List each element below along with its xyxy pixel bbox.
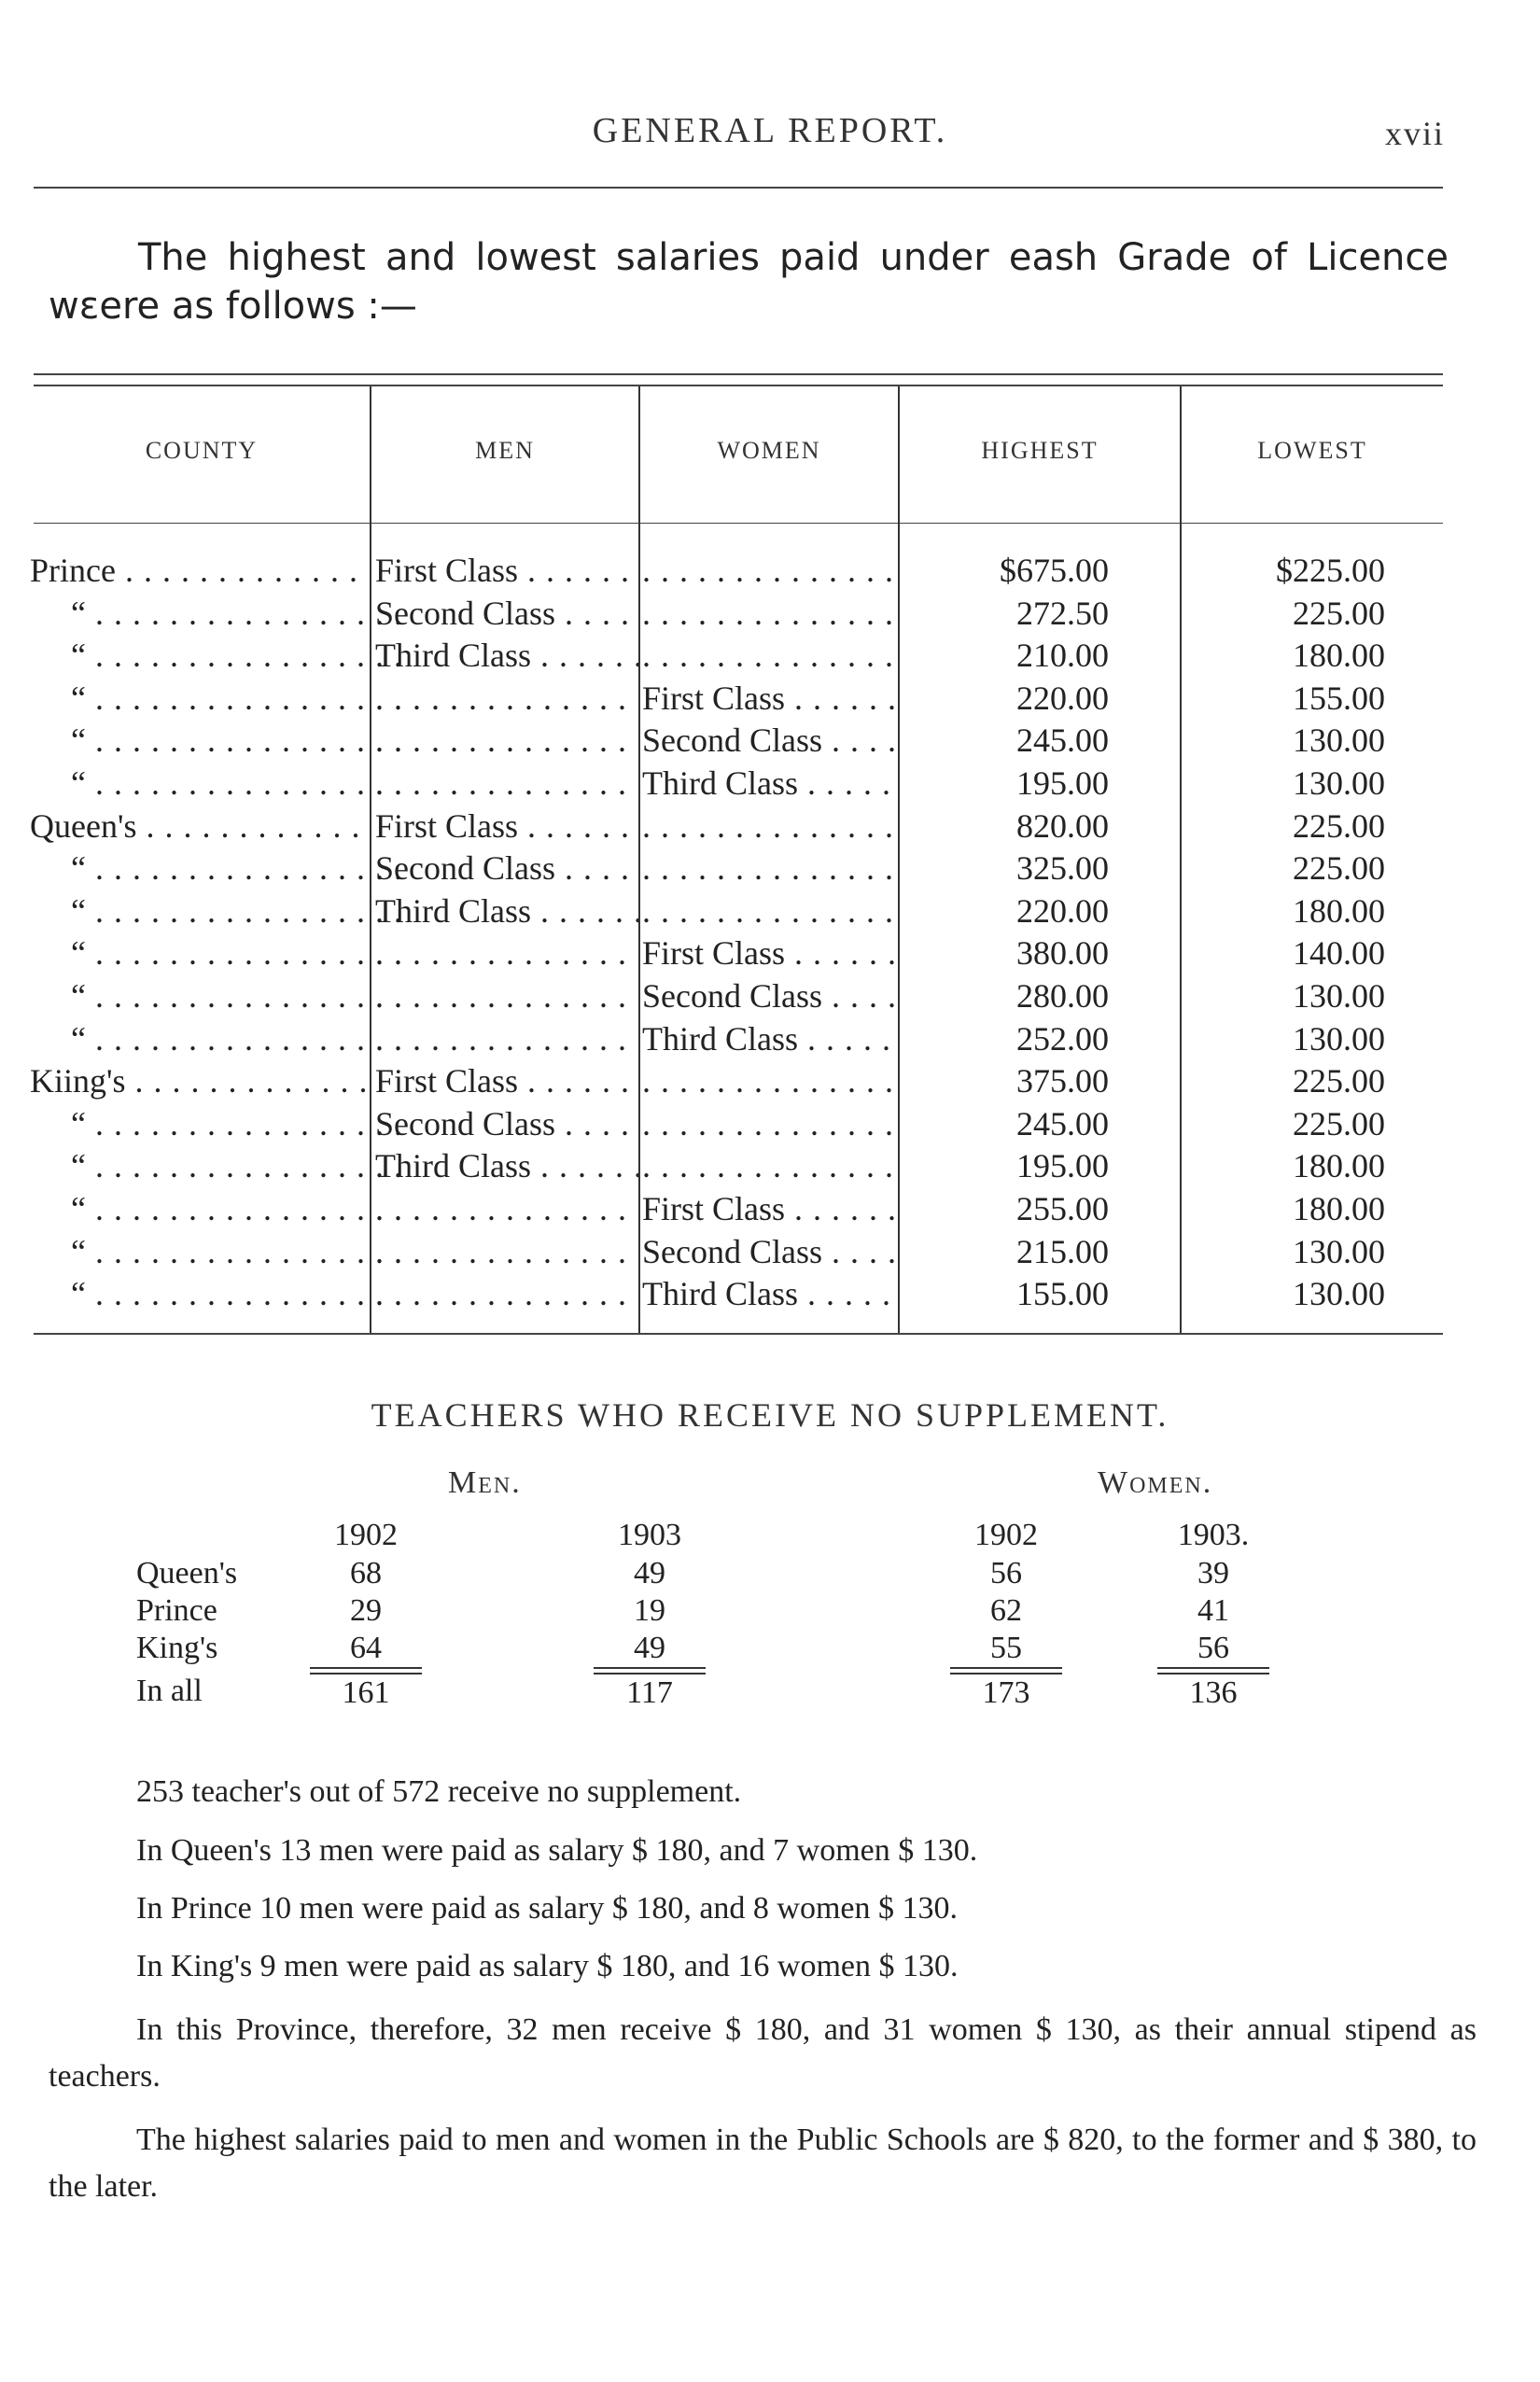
cell-men <box>375 1230 638 1273</box>
cell-highest: 252.00 <box>1016 1020 1109 1058</box>
col-header-men: MEN <box>475 437 535 464</box>
cell-women <box>642 847 896 890</box>
cell-county: “ . . . <box>30 974 409 1017</box>
cell-highest: 155.00 <box>1016 1275 1109 1312</box>
cell-women <box>642 592 896 635</box>
cell-women <box>642 1059 896 1102</box>
supplement-value: 19 <box>634 1593 665 1628</box>
cell-women: First Class . . . <box>642 1187 896 1230</box>
cell-men: First Class . . . <box>375 549 638 592</box>
cell-lowest: 130.00 <box>1293 1275 1385 1312</box>
cell-women <box>642 805 896 848</box>
cell-men: Third Class . . . <box>375 890 638 932</box>
cell-highest: 245.00 <box>1016 1105 1109 1142</box>
cell-highest: 280.00 <box>1016 977 1109 1015</box>
cell-lowest: 225.00 <box>1293 849 1385 887</box>
supplement-row-label: King's <box>136 1631 218 1665</box>
cell-highest: 255.00 <box>1016 1190 1109 1227</box>
supplement-row-label: Prince <box>136 1593 217 1628</box>
cell-men: Third Class . . . <box>375 1144 638 1187</box>
cell-county: Prince . . . <box>30 549 368 592</box>
cell-county: “ . . . <box>30 1102 409 1145</box>
cell-women <box>642 634 896 677</box>
cell-men <box>375 932 638 974</box>
cell-women <box>642 890 896 932</box>
cell-lowest: 130.00 <box>1293 1020 1385 1058</box>
supplement-value: 161 <box>310 1673 422 1712</box>
cell-lowest: 140.00 <box>1293 934 1385 972</box>
cell-county: “ . . . <box>30 762 409 805</box>
year-women-1902: 1902 <box>974 1518 1038 1552</box>
cell-women: First Class . . . <box>642 677 896 720</box>
cell-women: Third Class . . . <box>642 762 896 805</box>
cell-county: “ . . . <box>30 1272 409 1315</box>
cell-lowest: 180.00 <box>1293 1190 1385 1227</box>
supplement-value: 62 <box>990 1593 1022 1628</box>
cell-men <box>375 974 638 1017</box>
cell-county: “ . . . <box>30 592 409 635</box>
col-header-highest: HIGHEST <box>981 437 1099 464</box>
header-rule <box>34 187 1443 189</box>
cell-county: “ . . . <box>30 1187 409 1230</box>
cell-highest: 195.00 <box>1016 1147 1109 1184</box>
page-header-title: GENERAL REPORT. <box>592 111 948 150</box>
supplement-value: 117 <box>594 1673 706 1712</box>
supplement-value: 136 <box>1157 1673 1269 1712</box>
cell-lowest: 180.00 <box>1293 892 1385 930</box>
cell-men <box>375 677 638 720</box>
cell-highest: 220.00 <box>1016 892 1109 930</box>
cell-county: “ . . . <box>30 719 409 762</box>
cell-county: “ . . . <box>30 847 409 890</box>
cell-men: Second Class . . . <box>375 592 638 635</box>
cell-lowest: $225.00 <box>1276 552 1385 589</box>
cell-lowest: 180.00 <box>1293 1147 1385 1184</box>
cell-lowest: 225.00 <box>1293 807 1385 845</box>
cell-men: First Class . . . <box>375 1059 638 1102</box>
year-men-1902: 1902 <box>334 1518 398 1552</box>
women-group-label: Women. <box>1098 1465 1213 1500</box>
cell-lowest: 130.00 <box>1293 1233 1385 1270</box>
intro-line-2: wεere as follows :— <box>49 285 417 328</box>
supplement-value: 49 <box>634 1556 665 1590</box>
year-women-1903: 1903. <box>1177 1518 1250 1552</box>
cell-women: Second Class . . . <box>642 1230 896 1273</box>
cell-county: “ . . . <box>30 932 409 974</box>
intro-paragraph <box>49 233 1449 330</box>
supplement-value: 56 <box>990 1556 1022 1590</box>
paragraph-kings: In King's 9 men were paid as salary $ 180, and 16 women $ 130. <box>136 1949 959 1983</box>
supplement-title: TEACHERS WHO RECEIVE NO SUPPLEMENT. <box>371 1396 1169 1434</box>
cell-county: Queen's . . . <box>30 805 368 848</box>
supplement-value: 55 <box>950 1630 1062 1669</box>
cell-men <box>375 762 638 805</box>
cell-county: “ . . . <box>30 1144 409 1187</box>
cell-highest: 210.00 <box>1016 637 1109 674</box>
supplement-value: 56 <box>1157 1630 1269 1669</box>
supplement-value: 64 <box>310 1630 422 1669</box>
cell-men <box>375 719 638 762</box>
cell-men <box>375 1272 638 1315</box>
paragraph-province: In this Province, therefore, 32 men receive $ 180, and 31 women $ 130, as their annual stipend as teachers. <box>49 2012 1477 2094</box>
paragraph-highest: The highest salaries paid to men and women in the Public Schools are $ 820, to the former and $ 380, to the later. <box>49 2123 1477 2204</box>
cell-women: Second Class . . . <box>642 974 896 1017</box>
cell-highest: 325.00 <box>1016 849 1109 887</box>
cell-county: “ . . . <box>30 677 409 720</box>
cell-lowest: 225.00 <box>1293 595 1385 632</box>
paragraph-queens: In Queen's 13 men were paid as salary $ 180, and 7 women $ 130. <box>136 1833 978 1868</box>
cell-county: “ . . . <box>30 1017 409 1060</box>
cell-men: Second Class . . . <box>375 847 638 890</box>
cell-highest: 220.00 <box>1016 680 1109 717</box>
cell-men <box>375 1187 638 1230</box>
cell-county: “ . . . <box>30 890 409 932</box>
supplement-row-label: In all <box>136 1674 203 1708</box>
intro-line-1: The highest and lowest salaries paid under eash Grade of Licence <box>138 236 1449 279</box>
table-top-rule-2 <box>34 385 1443 386</box>
cell-highest: 272.50 <box>1016 595 1109 632</box>
cell-women <box>642 1102 896 1145</box>
cell-men: Second Class . . . <box>375 1102 638 1145</box>
cell-men: First Class . . . <box>375 805 638 848</box>
year-men-1903: 1903 <box>618 1518 681 1552</box>
cell-highest: 245.00 <box>1016 722 1109 759</box>
supplement-row-label: Queen's <box>136 1556 238 1590</box>
supplement-value: 39 <box>1197 1556 1229 1590</box>
col-divider-2 <box>638 386 640 1333</box>
col-divider-3 <box>898 386 900 1333</box>
page-number: xvii <box>1384 115 1445 152</box>
cell-women: First Class . . . <box>642 932 896 974</box>
cell-lowest: 225.00 <box>1293 1062 1385 1100</box>
supplement-value: 173 <box>950 1673 1062 1712</box>
cell-lowest: 130.00 <box>1293 977 1385 1015</box>
cell-highest: 380.00 <box>1016 934 1109 972</box>
cell-lowest: 155.00 <box>1293 680 1385 717</box>
cell-county: “ . . . <box>30 1230 409 1273</box>
cell-county: Kiing's . . . <box>30 1059 368 1102</box>
cell-women: Third Class . . . <box>642 1272 896 1315</box>
cell-lowest: 180.00 <box>1293 637 1385 674</box>
paragraph-prince: In Prince 10 men were paid as salary $ 180, and 8 women $ 130. <box>136 1891 958 1926</box>
cell-men <box>375 1017 638 1060</box>
supplement-value: 68 <box>350 1556 382 1590</box>
cell-highest: $675.00 <box>1000 552 1109 589</box>
col-header-county: COUNTY <box>145 437 259 464</box>
cell-men: Third Class . . . <box>375 634 638 677</box>
cell-lowest: 130.00 <box>1293 722 1385 759</box>
table-top-rule-1 <box>34 373 1443 375</box>
cell-women <box>642 549 896 592</box>
cell-women <box>642 1144 896 1187</box>
supplement-value: 49 <box>594 1630 706 1669</box>
table-bottom-rule <box>34 1333 1443 1335</box>
cell-lowest: 130.00 <box>1293 764 1385 802</box>
cell-women: Second Class . . . <box>642 719 896 762</box>
cell-county: “ . . . <box>30 634 409 677</box>
col-header-lowest: LOWEST <box>1257 437 1367 464</box>
cell-highest: 215.00 <box>1016 1233 1109 1270</box>
cell-women: Third Class . . . <box>642 1017 896 1060</box>
supplement-value: 29 <box>350 1593 382 1628</box>
table-head-rule <box>34 523 1443 524</box>
cell-highest: 375.00 <box>1016 1062 1109 1100</box>
cell-lowest: 225.00 <box>1293 1105 1385 1142</box>
col-header-women: WOMEN <box>717 437 821 464</box>
paragraph-supplement-count: 253 teacher's out of 572 receive no supplement. <box>136 1774 742 1809</box>
cell-highest: 195.00 <box>1016 764 1109 802</box>
cell-highest: 820.00 <box>1016 807 1109 845</box>
col-divider-4 <box>1180 386 1182 1333</box>
men-group-label: Men. <box>448 1465 522 1500</box>
supplement-value: 41 <box>1197 1593 1229 1628</box>
